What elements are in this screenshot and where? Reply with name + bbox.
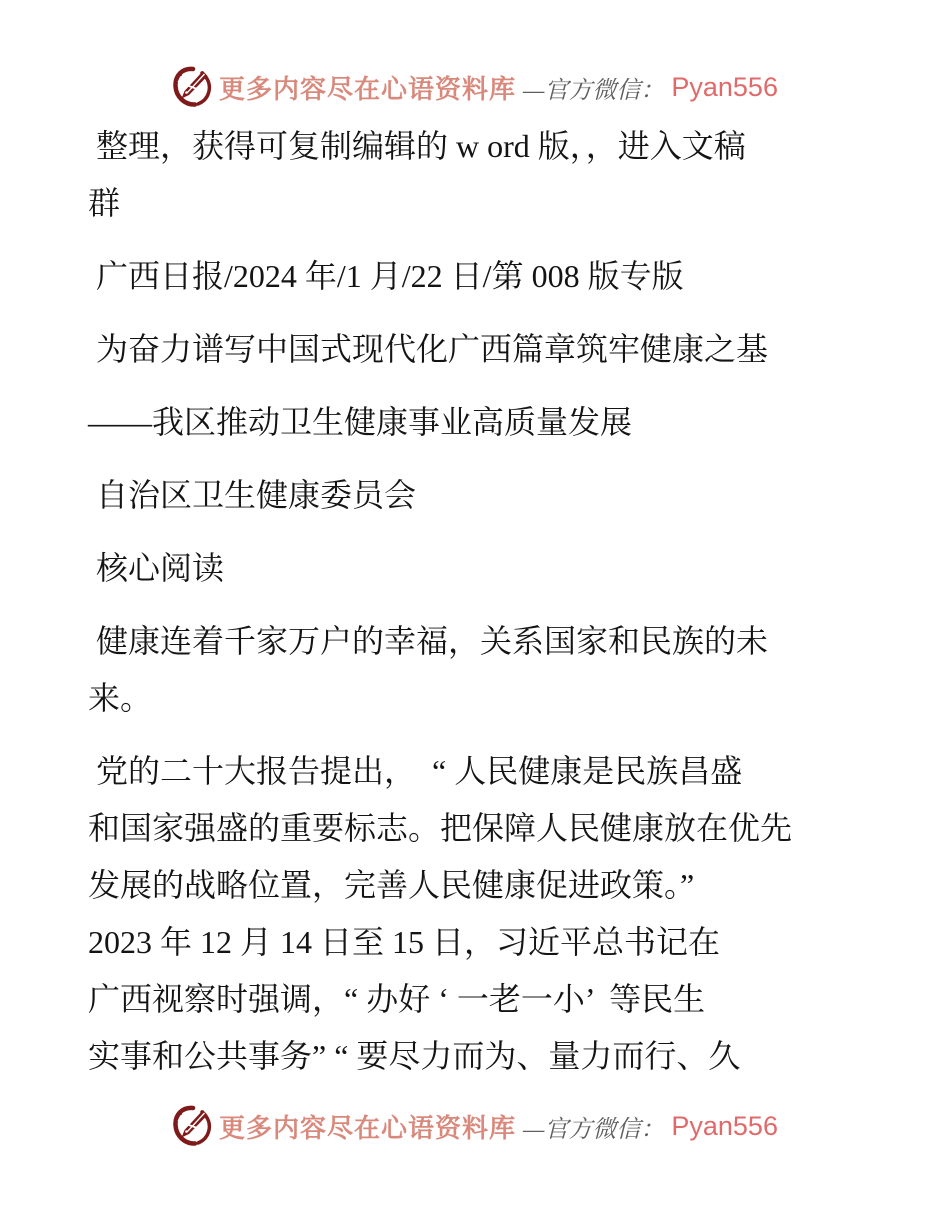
text-line: 实事和公共事务” “ 要尽力而为、量力而行、久 — [88, 1038, 741, 1074]
text-line: 整理，获得可复制编辑的 w ord 版，，进入文稿 — [88, 128, 746, 164]
text-line: 党的二十大报告提出， “ 人民健康是民族昌盛 — [88, 753, 743, 789]
text-line: 2023 年 12 月 14 日至 15 日，习近平总书记在 — [88, 924, 721, 960]
top-watermark — [0, 0, 950, 110]
paragraph-subtitle — [88, 394, 894, 451]
paragraph-intro-note — [88, 118, 894, 232]
paragraph-section-label — [88, 540, 894, 597]
text-line: ——我区推动卫生健康事业高质量发展 — [88, 404, 633, 440]
text-line: 自治区卫生健康委员会 — [88, 477, 417, 513]
paragraph-title — [88, 321, 894, 378]
paragraph-body-paragraph — [88, 743, 894, 1085]
text-line: 为奋力谱写中国式现代化广西篇章筑牢健康之基 — [88, 331, 769, 367]
paragraph-author — [88, 467, 894, 524]
watermark-wechat-id: Pyan556 — [671, 1110, 778, 1141]
document-body — [0, 110, 950, 1085]
text-line: 发展的战略位置，完善人民健康促进政策。” — [88, 867, 695, 903]
watermark-brand-text: 更多内容尽在心语资料库 — [219, 74, 517, 104]
text-line: 群 — [88, 185, 121, 221]
text-line: 广西视察时强调，“ 办好 ‘ 一老一小’ 等民生 — [88, 981, 706, 1017]
pen-logo-icon — [172, 1105, 212, 1147]
watermark-wechat-id: Pyan556 — [671, 71, 778, 102]
watermark-wechat-label: —官方微信： — [523, 77, 665, 104]
pen-logo-icon — [172, 66, 212, 108]
text-line: 和国家强盛的重要标志。把保障人民健康放在优先 — [88, 810, 793, 846]
text-line: 健康连着千家万户的幸福，关系国家和民族的未 — [88, 623, 769, 659]
paragraph-source-line — [88, 248, 894, 305]
text-line: 核心阅读 — [88, 550, 225, 586]
paragraph-lead-paragraph — [88, 613, 894, 727]
watermark-brand-text: 更多内容尽在心语资料库 — [219, 1113, 517, 1143]
watermark-wechat-label: —官方微信： — [523, 1116, 665, 1143]
text-line: 来。 — [88, 680, 153, 716]
bottom-watermark — [0, 1103, 950, 1207]
text-line: 广西日报/2024 年/1 月/22 日/第 008 版专版 — [88, 258, 684, 294]
